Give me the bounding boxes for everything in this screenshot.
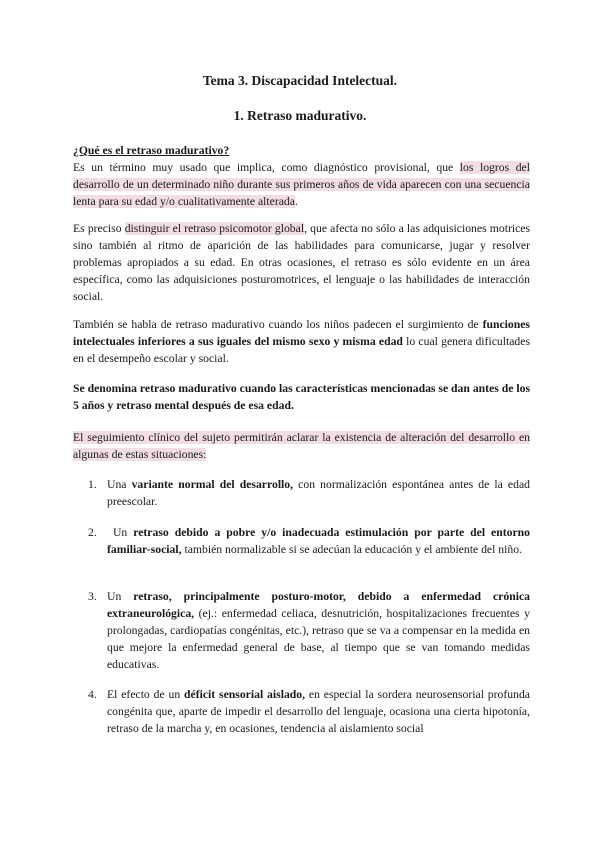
- item-2-text-b: también normalizable si se adecúan la educación y el ambiente del niño.: [181, 543, 522, 556]
- item-1-bold: variante normal del desarrollo,: [131, 478, 294, 491]
- item-1-text-a: Una: [107, 478, 132, 491]
- item-4-text-a: El efecto de un: [107, 688, 185, 701]
- item-3-text-a: Un: [107, 590, 134, 603]
- item-3-bold: retraso, principalmente posturo-motor, debido a enfermedad crónica extraneurológica,: [107, 590, 530, 620]
- p1-highlight: los logros del desarrollo de un determinado niño durante sus primeros años de vida aparecen con una secuencia lenta para su edad y/o cualitativamente alterada: [73, 161, 530, 208]
- p2-text-a: Es preciso: [73, 222, 125, 235]
- list-number-1: 1.: [88, 478, 97, 491]
- item-4-bold: déficit sensorial aislado,: [184, 688, 306, 701]
- paragraph-definition: [73, 142, 530, 210]
- list-item-1: [107, 476, 530, 510]
- p3-text-a: También se habla de retraso madurativo cuando los niños padecen el surgimiento de: [73, 318, 483, 331]
- p1-text-b: .: [294, 195, 298, 208]
- paragraph-follow-up: [73, 429, 530, 463]
- section-heading: 1. Retraso madurativo.: [233, 108, 367, 123]
- list-item-2: [107, 524, 530, 558]
- paragraph-distinguish: [73, 220, 530, 305]
- item-4-text-b: en especial la sordera neurosensorial profunda congénita que, aparte de impedir el desarrollo del lenguaje, ocasiona una cierta hipotonía, retraso de la marcha y, en ocasiones, tendencia al aislamiento social: [107, 688, 530, 735]
- item-2-text-a: Un: [112, 526, 134, 539]
- list-number-4: 4.: [88, 688, 97, 701]
- item-1-text-b: con normalización espontánea antes de la edad preescolar.: [107, 478, 530, 508]
- item-3-text-b: (ej.: enfermedad celiaca, desnutrición, hospitalizaciones frecuentes y prolongadas, cardiopatías congénitas, etc.), retraso que se va a compensar en la medida en que mejore la enfermedad general de base, al tiempo que se van tomando medidas educativas.: [107, 607, 530, 671]
- question-heading: ¿Qué es el retraso madurativo?: [73, 144, 230, 157]
- paragraph-age-definition: Se denomina retraso madurativo cuando las características mencionadas se dan antes de los 5 años y retraso mental después de esa edad.: [73, 382, 530, 412]
- list-item-4: [107, 686, 530, 737]
- list-item-3: [107, 588, 530, 673]
- list-number-2: 2.: [88, 526, 97, 539]
- p2-text-b: , que afecta no sólo a las adquisiciones motrices sino también al ritmo de aparición de las habilidades para comunicarse, jugar y resolver problemas apropiados a su edad. En otras ocasiones, el retraso es sólo evidente en un área específica, como las adquisiciones posturomotrices, el lenguaje o las habilidades de interacción social.: [73, 222, 531, 303]
- document-title: Tema 3. Discapacidad Intelectual.: [202, 73, 398, 88]
- p3-text-b: lo cual genera dificultades en el desempeño escolar y social.: [73, 335, 530, 365]
- p5-highlight: El seguimiento clínico del sujeto permitirán aclarar la existencia de alteración del desarrollo en algunas de estas situaciones:: [73, 431, 530, 461]
- p1-text-a: Es un término muy usado que implica, como diagnóstico provisional, que: [73, 161, 460, 174]
- paragraph-intellectual: [73, 316, 530, 367]
- item-2-bold: retraso debido a pobre y/o inadecuada estimulación por parte del entorno familiar-social,: [107, 526, 530, 556]
- list-number-3: 3.: [88, 590, 97, 603]
- p3-bold: funciones intelectuales inferiores a sus iguales del mismo sexo y misma edad: [73, 318, 530, 348]
- p2-highlight: distinguir el retraso psicomotor global: [124, 222, 305, 235]
